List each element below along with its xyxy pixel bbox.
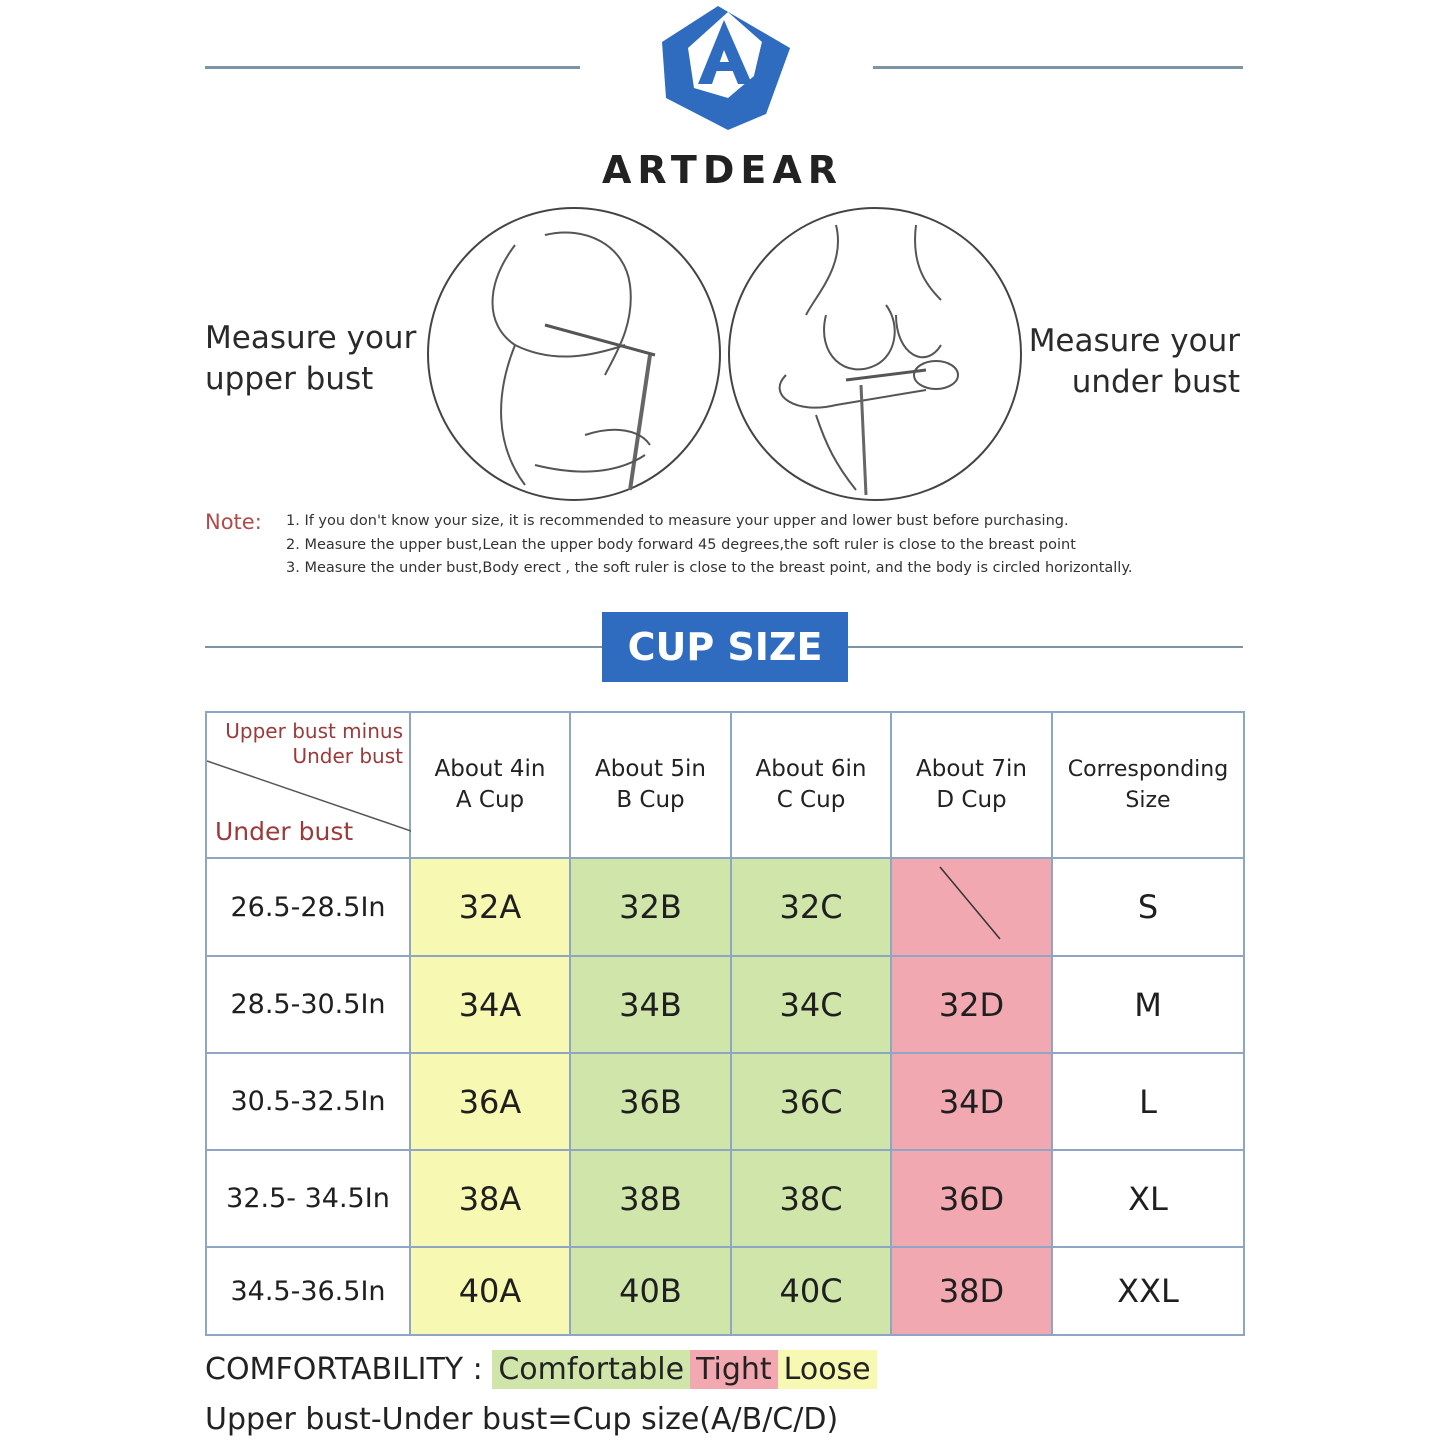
header-line2: Size xyxy=(1125,788,1171,813)
header-line1: About 5in xyxy=(595,756,706,782)
upper-bust-illustration xyxy=(425,205,723,503)
measure-under-line1: Measure your xyxy=(1028,323,1240,359)
note-line-2: 2. Measure the upper bust,Lean the upper body forward 45 degrees,the soft ruler is close to the breast point xyxy=(286,537,1076,553)
corner-top-label xyxy=(225,719,403,769)
header-a-cup xyxy=(410,712,570,858)
cup-a-cell: 32A xyxy=(410,858,570,956)
table-row xyxy=(206,858,1244,956)
corner-cell xyxy=(206,712,410,858)
size-cell: L xyxy=(1052,1053,1244,1150)
under-bust-illustration xyxy=(726,205,1024,503)
note-line-3: 3. Measure the under bust,Body erect , the soft ruler is close to the breast point, and the body is circled horizontally. xyxy=(286,560,1133,576)
under-bust-cell: 32.5- 34.5In xyxy=(206,1150,410,1247)
table-row xyxy=(206,956,1244,1053)
cup-b-cell: 34B xyxy=(570,956,731,1053)
cup-c-cell: 34C xyxy=(731,956,891,1053)
cup-d-cell: 34D xyxy=(891,1053,1052,1150)
cup-d-cell: 36D xyxy=(891,1150,1052,1247)
cup-a-cell: 38A xyxy=(410,1150,570,1247)
cup-b-cell: 36B xyxy=(570,1053,731,1150)
table-row xyxy=(206,1053,1244,1150)
measure-under-text xyxy=(1010,321,1240,403)
brand-name: ARTDEAR xyxy=(601,148,844,192)
corner-top-line2: Under bust xyxy=(292,744,403,768)
header-line2: B Cup xyxy=(616,787,685,813)
size-cell: M xyxy=(1052,956,1244,1053)
table-row xyxy=(206,1247,1244,1335)
cup-size-formula: Upper bust-Under bust=Cup size(A/B/C/D) xyxy=(205,1402,839,1437)
size-cell: S xyxy=(1052,858,1244,956)
size-cell: XXL xyxy=(1052,1247,1244,1335)
header-rule-right xyxy=(873,66,1243,69)
table-header-row xyxy=(206,712,1244,858)
not-available-slash-icon xyxy=(932,863,1012,943)
cup-b-cell: 38B xyxy=(570,1150,731,1247)
note-line-1: 1. If you don't know your size, it is recommended to measure your upper and lower bust before purchasing. xyxy=(286,513,1069,529)
legend-label: COMFORTABILITY : xyxy=(205,1352,483,1387)
cup-d-cell: 32D xyxy=(891,956,1052,1053)
measure-upper-line1: Measure your xyxy=(205,320,417,356)
header-line2: A Cup xyxy=(455,787,525,813)
corner-top-line1: Upper bust minus xyxy=(225,719,403,743)
measure-under-line2: under bust xyxy=(1071,364,1240,400)
header-b-cup xyxy=(570,712,731,858)
cup-b-cell: 40B xyxy=(570,1247,731,1335)
legend-tight: Tight xyxy=(690,1350,778,1389)
header-line1: Corresponding xyxy=(1067,757,1229,782)
measure-upper-line2: upper bust xyxy=(205,361,374,397)
comfortability-legend xyxy=(205,1352,877,1387)
cup-c-cell: 36C xyxy=(731,1053,891,1150)
legend-loose: Loose xyxy=(778,1350,877,1389)
header-line1: About 7in xyxy=(916,756,1027,782)
header-c-cup xyxy=(731,712,891,858)
cup-c-cell: 38C xyxy=(731,1150,891,1247)
cup-d-cell: 38D xyxy=(891,1247,1052,1335)
size-table xyxy=(205,711,1245,1336)
header-corresponding-size xyxy=(1052,712,1244,858)
header-line1: About 6in xyxy=(755,756,867,782)
under-bust-cell: 28.5-30.5In xyxy=(206,956,410,1053)
cup-a-cell: 34A xyxy=(410,956,570,1053)
cup-a-cell: 40A xyxy=(410,1247,570,1335)
measure-upper-text xyxy=(205,318,416,400)
size-cell: XL xyxy=(1052,1150,1244,1247)
under-bust-cell: 34.5-36.5In xyxy=(206,1247,410,1335)
under-bust-cell: 30.5-32.5In xyxy=(206,1053,410,1150)
cup-d-cell-empty xyxy=(891,858,1052,956)
table-row xyxy=(206,1150,1244,1247)
legend-comfortable: Comfortable xyxy=(492,1350,690,1389)
brand-logo-icon xyxy=(658,2,792,132)
header-line1: About 4in xyxy=(434,756,546,782)
cup-c-cell: 40C xyxy=(731,1247,891,1335)
cup-b-cell: 32B xyxy=(570,858,731,956)
note-label: Note: xyxy=(205,510,262,534)
header-line2: C Cup xyxy=(776,787,846,813)
cup-a-cell: 36A xyxy=(410,1053,570,1150)
header-line2: D Cup xyxy=(936,787,1007,813)
under-bust-cell: 26.5-28.5In xyxy=(206,858,410,956)
header-d-cup xyxy=(891,712,1052,858)
cup-c-cell: 32C xyxy=(731,858,891,956)
header-rule-left xyxy=(205,66,580,69)
cup-size-banner: CUP SIZE xyxy=(602,612,848,682)
banner-rule-right xyxy=(848,646,1243,648)
banner-rule-left xyxy=(205,646,602,648)
corner-bottom-label: Under bust xyxy=(215,817,354,846)
